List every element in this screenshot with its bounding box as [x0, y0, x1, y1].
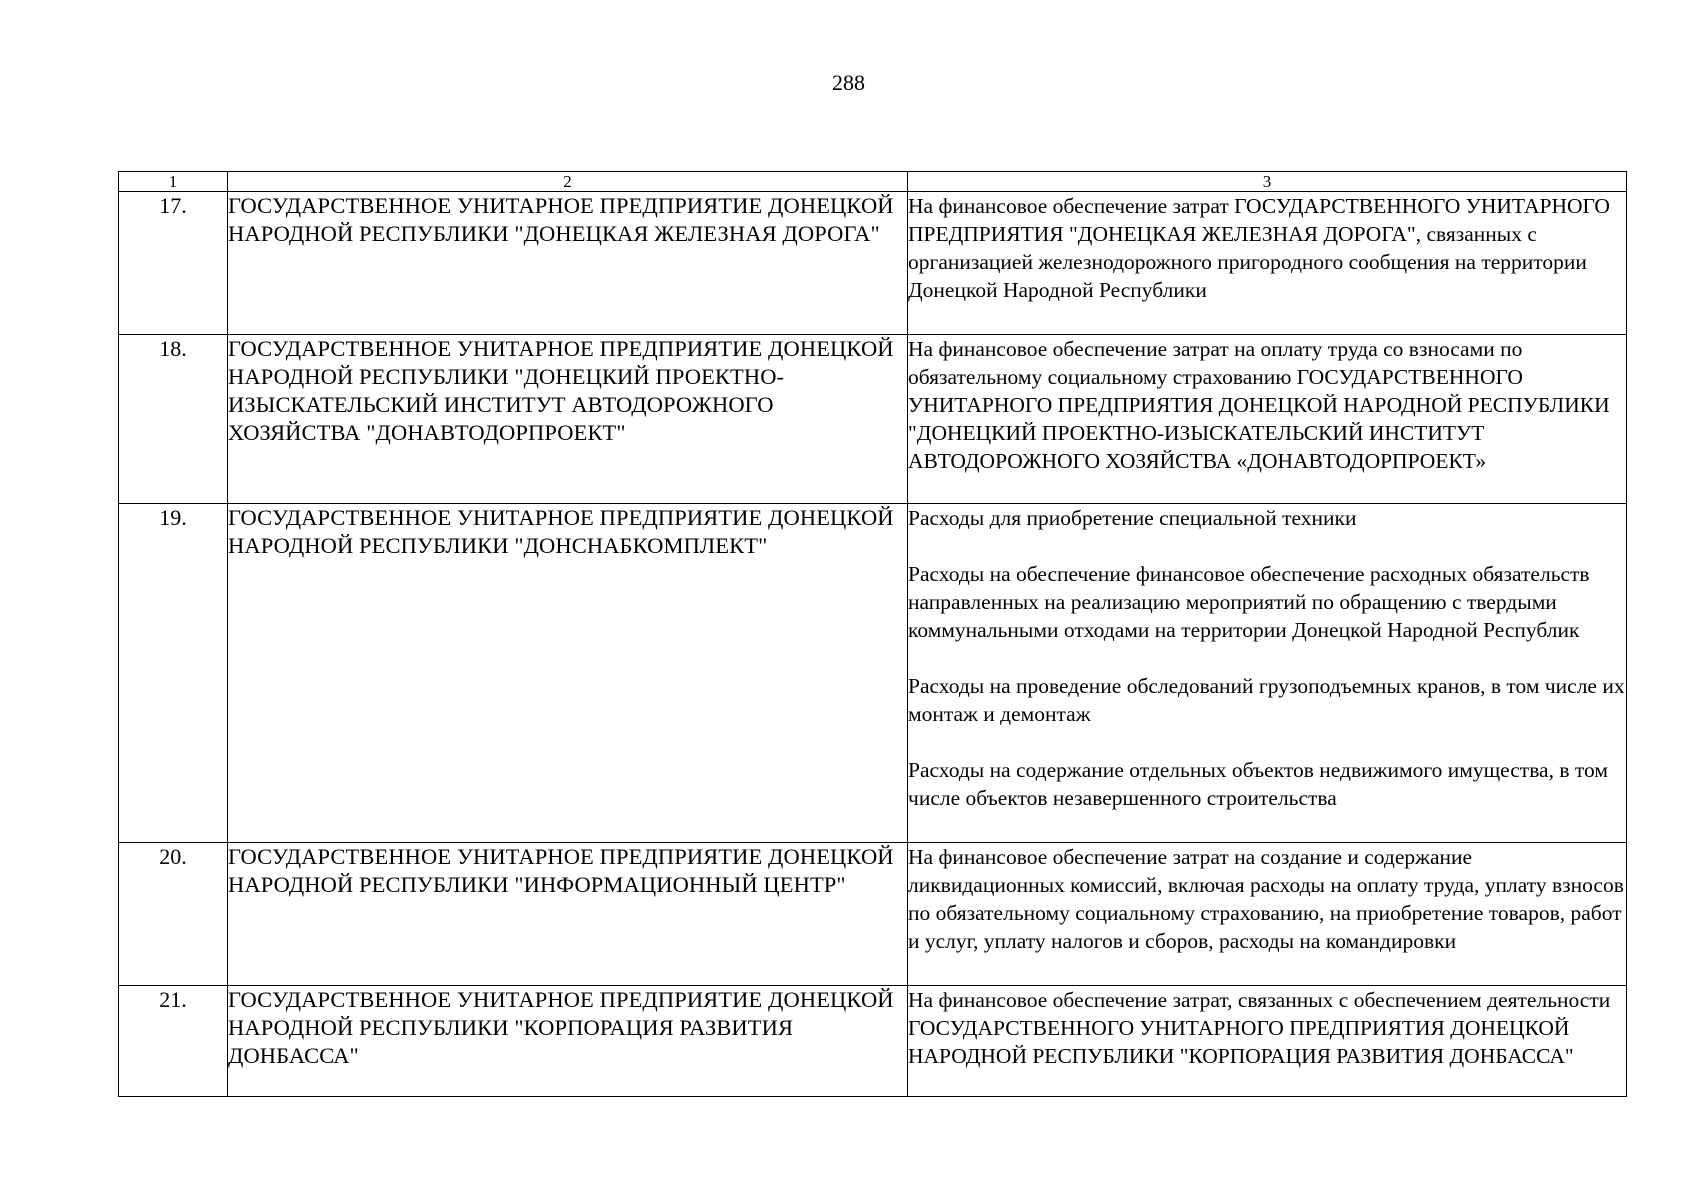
row-number: 20.	[119, 843, 228, 986]
purpose-cell	[908, 192, 1627, 335]
page-number: 288	[832, 70, 865, 95]
subsidy-table	[118, 171, 1627, 1097]
table-row	[119, 335, 1627, 504]
organization-name: ГОСУДАРСТВЕННОЕ УНИТАРНОЕ ПРЕДПРИЯТИЕ ДОНЕЦКОЙ НАРОДНОЙ РЕСПУБЛИКИ "ДОНСНАБКОМПЛЕКТ"	[228, 504, 908, 843]
table-row	[119, 504, 1627, 843]
row-number: 18.	[119, 335, 228, 504]
organization-name: ГОСУДАРСТВЕННОЕ УНИТАРНОЕ ПРЕДПРИЯТИЕ ДОНЕЦКОЙ НАРОДНОЙ РЕСПУБЛИКИ "КОРПОРАЦИЯ РАЗВИТИЯ ДОНБАССА"	[228, 986, 908, 1097]
column-number-2: 2	[228, 172, 908, 192]
column-number-1: 1	[119, 172, 228, 192]
row-number: 21.	[119, 986, 228, 1097]
purpose-text: На финансовое обеспечение затрат на оплату труда со взносами по обязательному социальному страхованию ГОСУДАРСТВЕННОГО УНИТАРНОГО ПРЕДПРИЯТИЯ ДОНЕЦКОЙ НАРОДНОЙ РЕСПУБЛИКИ "ДОНЕЦКИЙ ПРОЕКТНО-ИЗЫСКАТЕЛЬСКИЙ ИНСТИТУТ АВТОДОРОЖНОГО ХОЗЯЙСТВА «ДОНАВТОДОРПРОЕКТ»	[908, 337, 1610, 473]
organization-name: ГОСУДАРСТВЕННОЕ УНИТАРНОЕ ПРЕДПРИЯТИЕ ДОНЕЦКОЙ НАРОДНОЙ РЕСПУБЛИКИ "ДОНЕЦКАЯ ЖЕЛЕЗНАЯ ДОРОГА"	[228, 192, 908, 335]
table-row	[119, 192, 1627, 335]
purpose-text: Расходы для приобретение специальной техники	[908, 506, 1357, 530]
row-number: 17.	[119, 192, 228, 335]
table-row	[119, 843, 1627, 986]
purpose-text: На финансовое обеспечение затрат ГОСУДАРСТВЕННОГО УНИТАРНОГО ПРЕДПРИЯТИЯ "ДОНЕЦКАЯ ЖЕЛЕЗНАЯ ДОРОГА", связанных с организацией железнодорожного пригородного сообщения на территории Донецкой Народной Республики	[908, 194, 1610, 302]
table-row	[119, 986, 1627, 1097]
organization-name: ГОСУДАРСТВЕННОЕ УНИТАРНОЕ ПРЕДПРИЯТИЕ ДОНЕЦКОЙ НАРОДНОЙ РЕСПУБЛИКИ "ДОНЕЦКИЙ ПРОЕКТНО-ИЗЫСКАТЕЛЬСКИЙ ИНСТИТУТ АВТОДОРОЖНОГО ХОЗЯЙСТВА "ДОНАВТОДОРПРОЕКТ"	[228, 335, 908, 504]
column-number-3: 3	[908, 172, 1627, 192]
purpose-cell	[908, 986, 1627, 1097]
purpose-text: Расходы на содержание отдельных объектов недвижимого имущества, в том числе объектов незавершенного строительства	[908, 758, 1608, 810]
table-header-row	[119, 172, 1627, 192]
purpose-text: Расходы на обеспечение финансовое обеспечение расходных обязательств направленных на реализацию мероприятий по обращению с твердыми коммунальными отходами на территории Донецкой Народной Республик	[908, 562, 1590, 642]
row-number: 19.	[119, 504, 228, 843]
purpose-cell	[908, 335, 1627, 504]
purpose-text: На финансовое обеспечение затрат на создание и содержание ликвидационных комиссий, включая расходы на оплату труда, уплату взносов по обязательному социальному страхованию, на приобретение товаров, работ и услуг, уплату налогов и сборов, расходы на командировки	[908, 845, 1624, 953]
purpose-cell	[908, 504, 1627, 843]
purpose-cell	[908, 843, 1627, 986]
organization-name: ГОСУДАРСТВЕННОЕ УНИТАРНОЕ ПРЕДПРИЯТИЕ ДОНЕЦКОЙ НАРОДНОЙ РЕСПУБЛИКИ "ИНФОРМАЦИОННЫЙ ЦЕНТР"	[228, 843, 908, 986]
purpose-text: На финансовое обеспечение затрат, связанных с обеспечением деятельности ГОСУДАРСТВЕННОГО УНИТАРНОГО ПРЕДПРИЯТИЯ ДОНЕЦКОЙ НАРОДНОЙ РЕСПУБЛИКИ "КОРПОРАЦИЯ РАЗВИТИЯ ДОНБАССА"	[908, 988, 1611, 1068]
purpose-text: Расходы на проведение обследований грузоподъемных кранов, в том числе их монтаж и демонтаж	[908, 674, 1625, 726]
